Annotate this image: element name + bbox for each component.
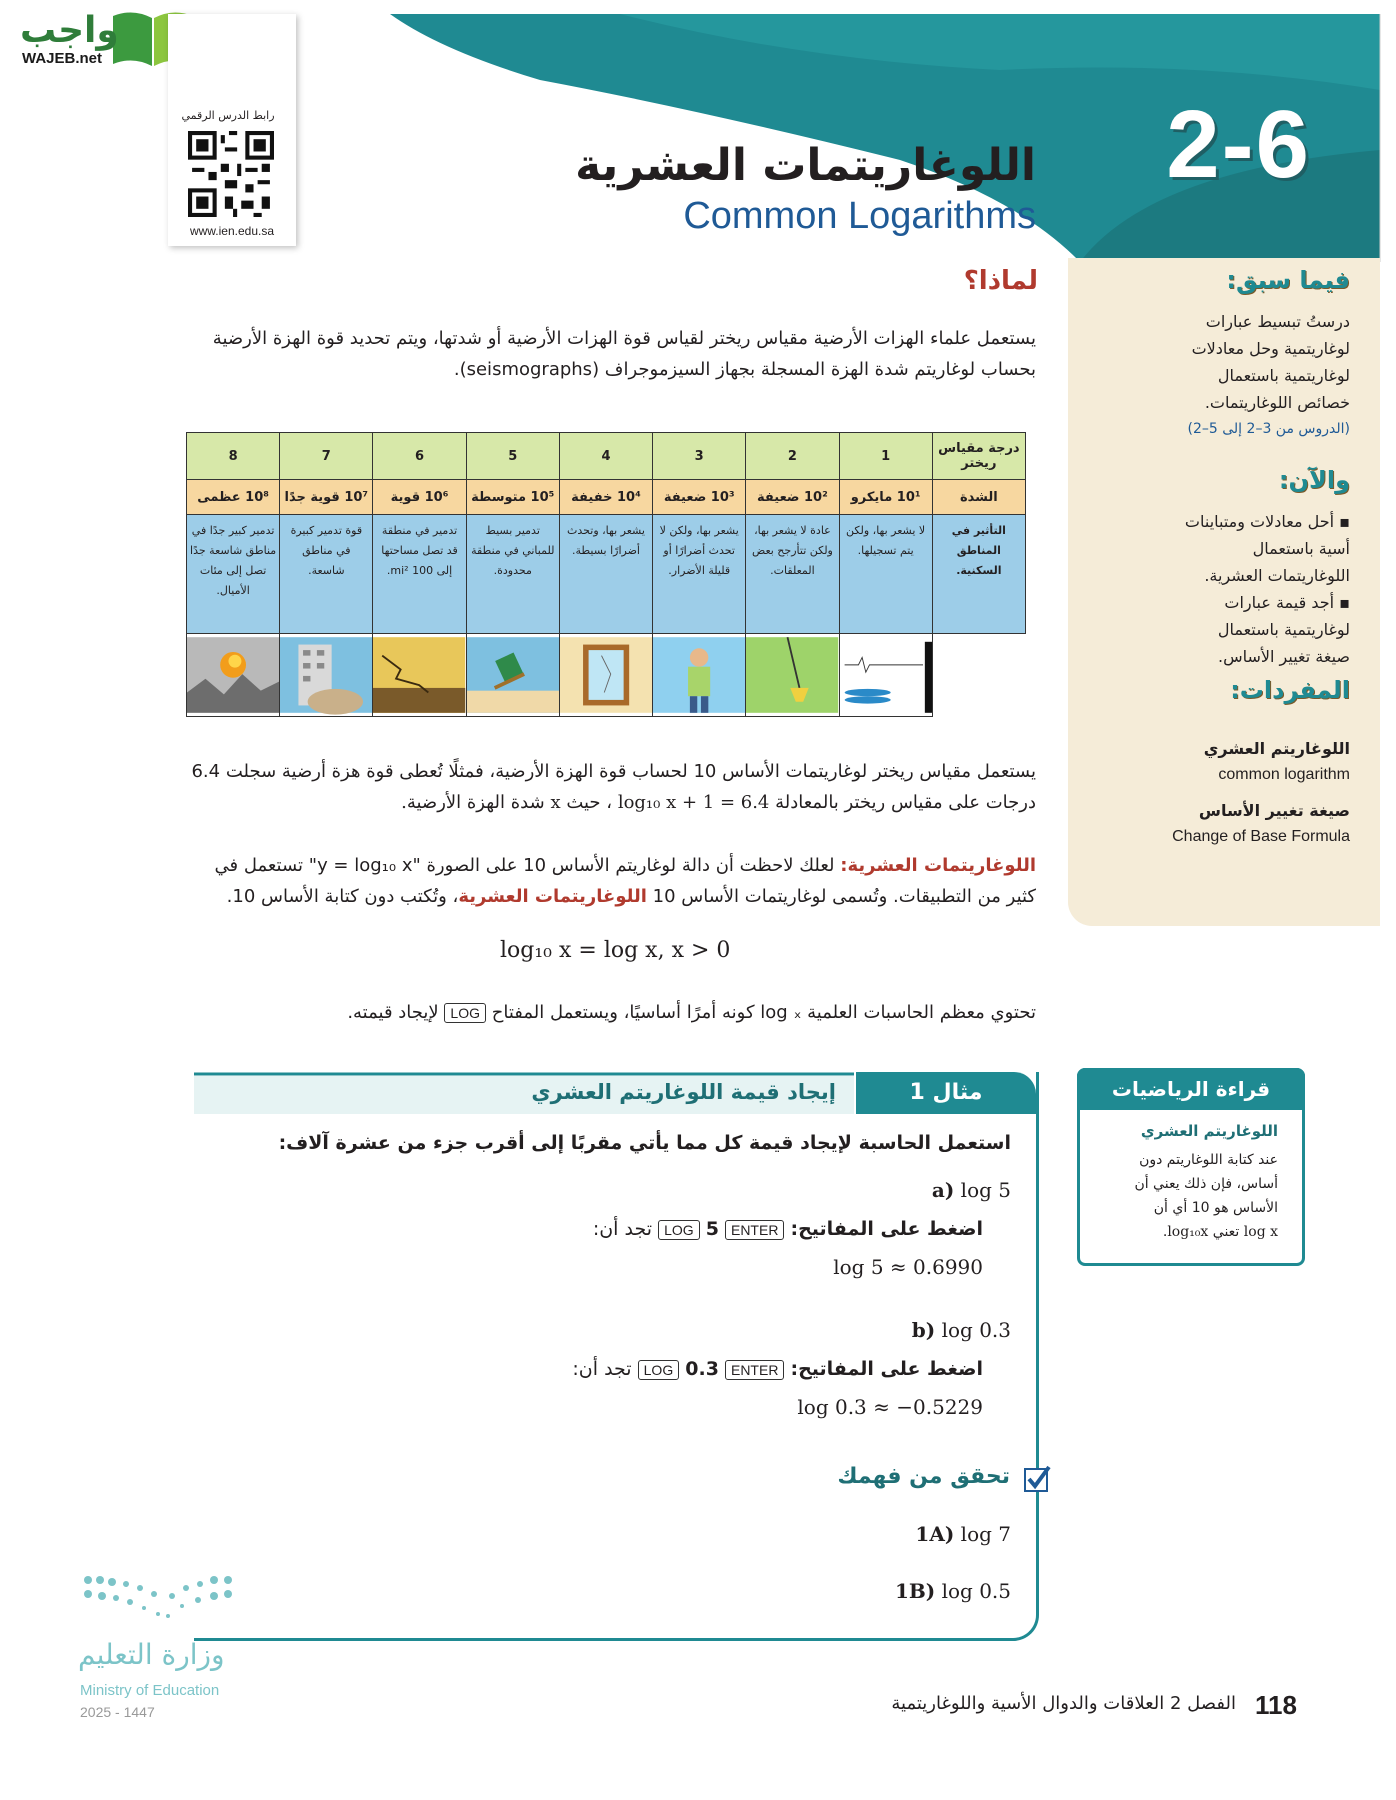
richter-paragraph-line: يستعمل مقياس ريختر لوغاريتمات الأساس 10 لحساب قوة الهزة الأرضية، فمثلًا تُعطى قوة هزة أرضية سجلت 6.4	[191, 761, 1036, 782]
table-cell: تدمير في منطقة قد تصل مساحتها إلى 100 mi².	[373, 515, 466, 634]
table-cell: 10³ ضعيفة	[653, 480, 746, 515]
sidebar-now-line: صيغة تغيير الأساس.	[1217, 647, 1350, 666]
part-label: a)	[931, 1178, 955, 1202]
reading-math-line: عند كتابة اللوغاريتم دون	[1139, 1152, 1278, 1168]
table-cell: 10² ضعيفة	[746, 480, 839, 515]
table-cell: 2	[746, 433, 839, 480]
earthquake-rubble-icon	[187, 634, 279, 716]
qr-code-icon[interactable]	[188, 131, 274, 217]
table-image-cell	[839, 634, 932, 717]
qr-card[interactable]	[168, 14, 296, 246]
table-cell: 10⁴ خفيفة	[559, 480, 652, 515]
reading-math-line: أساس، فإن ذلك يعني أن	[1134, 1176, 1278, 1192]
sidebar-now-line: اللوغاريتمات العشرية.	[1204, 566, 1350, 585]
part-expression: log 0.3	[941, 1318, 1011, 1342]
calculator-key: LOG	[638, 1360, 680, 1380]
page-number: 118	[1255, 1690, 1297, 1720]
part-expression: log 5	[960, 1178, 1011, 1202]
reading-math-line: الأساس هو 10 أي أن	[1153, 1200, 1278, 1216]
table-image-cell	[280, 634, 373, 717]
sidebar-now-line: لوغاريتمية باستعمال	[1217, 620, 1350, 639]
table-cell: 7	[280, 433, 373, 480]
sidebar-now-text	[1185, 508, 1350, 670]
falling-chair-icon	[467, 634, 559, 716]
table-cell: يشعر بها، وتحدث أضرارًا بسيطة.	[559, 515, 652, 634]
table-row	[187, 433, 1026, 480]
collapsing-building-icon	[280, 634, 372, 716]
lesson-number: 2-6	[1166, 91, 1311, 198]
richter-paragraph	[156, 756, 1036, 818]
table-image-cell	[559, 634, 652, 717]
calculator-key: ENTER	[725, 1220, 784, 1240]
example-part-a-result: log 5 ≈ 0.6990	[833, 1255, 983, 1279]
sidebar-before-ref: (الدروس من 3–2 إلى 5–2)	[1187, 421, 1350, 437]
ministry-arabic: وزارة التعليم	[78, 1638, 225, 1671]
calculator-key: 0.3	[685, 1358, 719, 1380]
table-cell: 10⁸ عظمى	[187, 480, 280, 515]
common-log-paragraph	[156, 850, 1036, 912]
example-part-a	[932, 1178, 1011, 1202]
swinging-lamp-icon	[746, 634, 838, 716]
table-image-cell	[187, 634, 280, 717]
calculator-key: LOG	[658, 1220, 700, 1240]
find-label: تجد أن:	[592, 1218, 653, 1240]
vocab-term-english: Change of Base Formula	[1172, 828, 1350, 845]
sidebar-now-line: ▪ أحل معادلات ومتباينات	[1184, 512, 1350, 531]
richter-scale-table	[186, 432, 1026, 717]
ministry-year: 2025 - 1447	[80, 1704, 155, 1720]
check-item-label: 1A)	[915, 1522, 955, 1546]
sidebar-before-heading: فيما سبق:	[1226, 266, 1350, 294]
sidebar-before-text	[1187, 308, 1350, 443]
example-instructions: استعمل الحاسبة لإيجاد قيمة كل مما يأتي مقربًا إلى أقرب جزء من عشرة آلاف:	[278, 1132, 1011, 1154]
check-item-expression: log 7	[960, 1522, 1011, 1546]
table-cell: 10⁵ متوسطة	[466, 480, 559, 515]
sidebar-before-line: لوغاريتمية وحل معادلات	[1191, 339, 1350, 358]
reading-math-heading: قراءة الرياضيات	[1077, 1068, 1305, 1110]
table-row	[187, 480, 1026, 515]
why-paragraph: يستعمل علماء الهزات الأرضية مقياس ريختر لقياس قوة الهزات الأرضية أو شدتها، ويتم تحديد قوة الهزة الأرضية بحساب لوغاريتم شدة الهزة المسجلة بجهاز السيزموجراف (seismographs).	[212, 328, 1036, 380]
calculator-key: 5	[705, 1218, 719, 1240]
sidebar-panel	[1068, 258, 1380, 926]
calculator-text: لإيجاد قيمته.	[347, 1002, 439, 1023]
table-image-cell	[466, 634, 559, 717]
calculator-text: تحتوي معظم الحاسبات العلمية log ₓ كونه أمرًا أساسيًا، ويستعمل المفتاح	[491, 1002, 1036, 1023]
find-label: تجد أن:	[572, 1358, 632, 1380]
logo-latin-text: WAJEB.net	[22, 50, 103, 67]
qr-label: رابط الدرس الرقمي	[181, 109, 275, 122]
common-log-term: اللوغاريتمات العشرية	[458, 886, 647, 907]
table-image-cell	[746, 634, 839, 717]
table-cell: لا يشعر بها، ولكن يتم تسجيلها.	[839, 515, 932, 634]
log-key: LOG	[444, 1003, 486, 1023]
table-cell: تدمير كبير جدًا في مناطق شاسعة جدًا تصل إلى مئات الأميال.	[187, 515, 280, 634]
vocab-term-arabic: اللوغاريتم العشري	[1203, 739, 1350, 758]
ministry-dots-icon	[78, 1570, 248, 1630]
example-title: إيجاد قيمة اللوغاريتم العشري	[531, 1080, 836, 1104]
press-keys-label: اضغط على المفاتيح:	[790, 1358, 983, 1380]
reading-math-text	[1134, 1148, 1278, 1244]
table-cell: قوة تدمير كبيرة في مناطق شاسعة.	[280, 515, 373, 634]
sidebar-vocab-heading: المفردات:	[1230, 676, 1350, 704]
sidebar-before-line: لوغاريتمية باستعمال	[1217, 366, 1350, 385]
check-item-label: 1B)	[894, 1579, 936, 1603]
vocab-term-english: common logarithm	[1218, 766, 1350, 783]
check-item-expression: log 0.5	[941, 1579, 1011, 1603]
table-cell: تدمير بسيط للمباني في منطقة محدودة.	[466, 515, 559, 634]
calculator-key: ENTER	[725, 1360, 784, 1380]
table-empty-cell	[932, 634, 1025, 717]
table-cell: 4	[559, 433, 652, 480]
reading-math-term: اللوغاريتم العشري	[1140, 1122, 1278, 1140]
wajeb-logo[interactable]	[8, 6, 188, 68]
table-cell: 10¹ مايكرو	[839, 480, 932, 515]
chapter-title: الفصل 2 العلاقات والدوال الأسية واللوغاريتمية	[891, 1693, 1236, 1714]
sidebar-before-line: خصائص اللوغاريتمات.	[1204, 393, 1350, 412]
table-image-cell	[653, 634, 746, 717]
cracked-window-icon	[560, 634, 652, 716]
cracked-wall-icon	[373, 634, 465, 716]
table-cell: 3	[653, 433, 746, 480]
table-row-header: الشدة	[932, 480, 1025, 515]
press-keys-label: اضغط على المفاتيح:	[790, 1218, 983, 1240]
example-part-b-result: log 0.3 ≈ −0.5229	[797, 1395, 983, 1419]
startled-person-icon	[653, 634, 745, 716]
check-item	[895, 1579, 1011, 1603]
check-item	[915, 1522, 1011, 1546]
example-part-b-keys	[572, 1358, 983, 1380]
example-tab: مثال 1	[856, 1072, 1036, 1114]
logo-arabic-text: واجب	[20, 10, 119, 51]
table-cell: 10⁶ قوية	[373, 480, 466, 515]
calculator-paragraph	[156, 997, 1036, 1028]
table-row	[187, 515, 1026, 634]
log-formula: log₁₀ x = log x, x > 0	[500, 938, 731, 963]
table-cell: 10⁷ قوية جدًا	[280, 480, 373, 515]
lesson-title-arabic: اللوغاريتمات العشرية	[575, 140, 1036, 191]
sidebar-before-line: درستُ تبسيط عبارات	[1205, 312, 1350, 331]
sidebar-now-heading: والآن:	[1278, 466, 1350, 494]
table-cell: 5	[466, 433, 559, 480]
sidebar-vocab-list	[1172, 736, 1350, 850]
lesson-title-english: Common Logarithms	[683, 195, 1036, 237]
table-cell: 6	[373, 433, 466, 480]
table-row-header: درجة مقياس ريختر	[932, 433, 1025, 480]
example-box	[194, 1072, 1039, 1641]
table-cell: 1	[839, 433, 932, 480]
common-log-label: اللوغاريتمات العشرية:	[840, 855, 1036, 876]
ministry-logo	[78, 1570, 268, 1740]
richter-paragraph-line: درجات على مقياس ريختر بالمعادلة 6.4 = 1 + log₁₀ x ، حيث x شدة الهزة الأرضية.	[401, 792, 1036, 813]
table-cell: 8	[187, 433, 280, 480]
table-cell: عادة لا يشعر بها، ولكن تتأرجح بعض المعلقات.	[746, 515, 839, 634]
common-log-text: ، وتُكتب دون كتابة الأساس 10.	[226, 886, 459, 907]
why-heading: لماذا؟	[963, 266, 1038, 296]
check-heading: تحقق من فهمك	[837, 1464, 1010, 1489]
common-log-text: لعلك لاحظت أن دالة لوغاريتم الأساس 10 على الصورة "y = log₁₀ x" تستعمل في	[214, 855, 835, 876]
sidebar-now-line: ▪ أجد قيمة عبارات	[1224, 593, 1350, 612]
reading-math-line: log x تعني log₁₀x.	[1162, 1224, 1278, 1240]
table-row-header: التأثير في المناطق السكنية.	[932, 515, 1025, 634]
part-label: b)	[911, 1318, 936, 1342]
checkbox-icon	[1023, 1465, 1051, 1493]
common-log-text: كثير من التطبيقات. وتُسمى لوغاريتمات الأساس 10	[652, 886, 1036, 907]
table-cell: يشعر بها، ولكن لا تحدث أضرارًا أو قليلة الأضرار.	[653, 515, 746, 634]
example-part-b	[912, 1318, 1011, 1342]
ministry-english: Ministry of Education	[80, 1682, 220, 1699]
table-row-images	[187, 634, 1026, 717]
seismograph-icon	[840, 634, 932, 716]
vocab-term-arabic: صيغة تغيير الأساس	[1198, 801, 1350, 820]
sidebar-now-line: أسية باستعمال	[1252, 539, 1350, 558]
example-part-a-keys	[593, 1218, 983, 1240]
qr-url[interactable]: www.ien.edu.sa	[189, 224, 275, 238]
table-image-cell	[373, 634, 466, 717]
